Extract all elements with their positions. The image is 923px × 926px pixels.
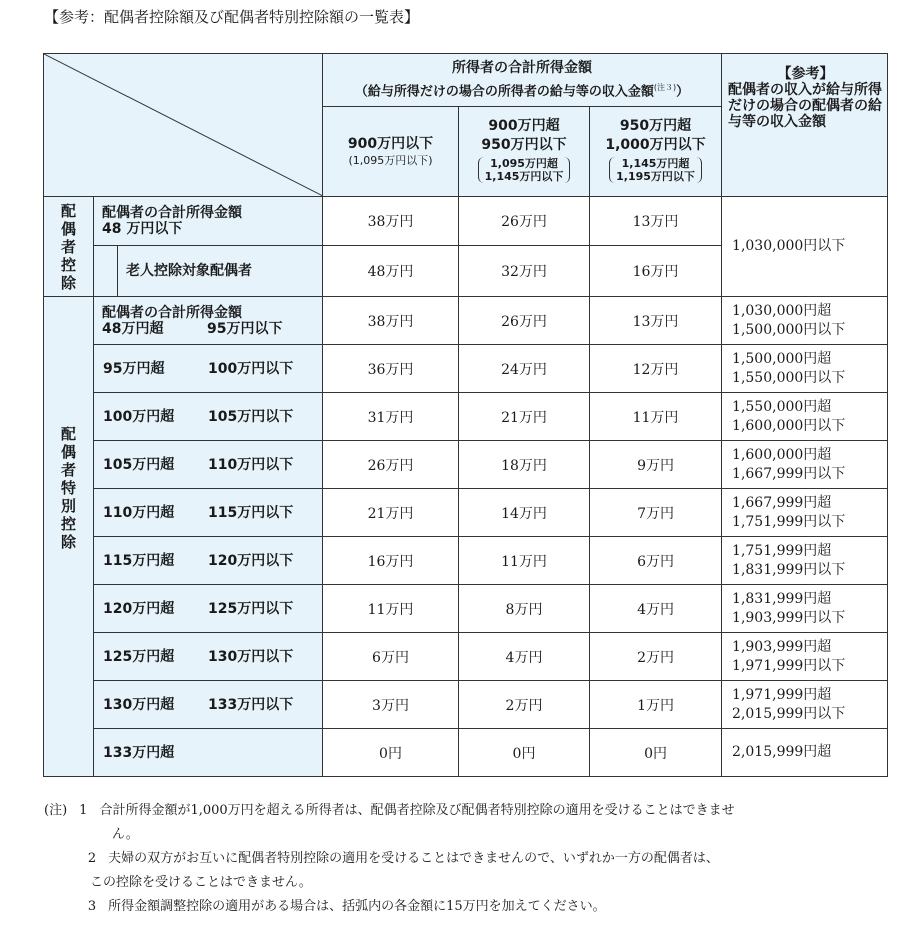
cell: 11万円 bbox=[590, 393, 722, 441]
header-col-3 bbox=[590, 107, 722, 197]
g1-char: 偶 bbox=[60, 219, 76, 238]
g1-char: 控 bbox=[60, 255, 76, 274]
cell: 16万円 bbox=[590, 246, 722, 297]
note-text: 夫婦の双方がお互いに配偶者特別控除の適用を受けることはできませんので、いずれか一方の配偶者は、 bbox=[108, 851, 719, 866]
col3-paren-2: 1,195万円以下 bbox=[616, 170, 695, 183]
cell: 26万円 bbox=[323, 441, 459, 489]
g2-char: 偶 bbox=[60, 443, 76, 461]
ref-line1: 1,500,000円超 bbox=[732, 350, 832, 367]
ref-line2: 1,903,999円以下 bbox=[732, 609, 846, 626]
note-text: 所得金額調整控除の適用がある場合は、括弧内の各金額に15万円を加えてください。 bbox=[108, 899, 606, 914]
cell: 9万円 bbox=[590, 441, 722, 489]
cell: 7万円 bbox=[590, 489, 722, 537]
reference-cell bbox=[722, 393, 888, 441]
reference-cell bbox=[722, 633, 888, 681]
group-label-special-deduction bbox=[44, 297, 94, 777]
g2-char: 除 bbox=[60, 533, 76, 551]
ref-line2: 1,667,999円以下 bbox=[732, 465, 846, 482]
table-row bbox=[44, 729, 888, 777]
row-label: 老人控除対象配偶者 bbox=[118, 246, 323, 297]
row-label bbox=[94, 585, 323, 633]
ref-line1: 1,600,000円超 bbox=[732, 446, 832, 463]
diagonal-line bbox=[44, 54, 323, 196]
row-label bbox=[94, 441, 323, 489]
row-label bbox=[94, 197, 323, 246]
note-num: 3 bbox=[87, 899, 97, 914]
col3-line2: 1,000万円以下 bbox=[605, 137, 706, 153]
range-high: 115万円以下 bbox=[208, 504, 294, 521]
row-label: 133万円超 bbox=[94, 729, 323, 777]
ref-line2: 1,550,000円以下 bbox=[732, 369, 846, 386]
cell: 38万円 bbox=[323, 297, 459, 345]
reference-cell bbox=[722, 441, 888, 489]
ref-line2: 1,751,999円以下 bbox=[732, 513, 846, 530]
header-diagonal-cell bbox=[44, 54, 323, 197]
range-low: 105万円超 bbox=[103, 456, 175, 473]
note-3 bbox=[44, 895, 894, 919]
range-low: 110万円超 bbox=[103, 504, 175, 521]
reference-cell: 1,030,000円以下 bbox=[722, 197, 888, 297]
cell: 0円 bbox=[459, 729, 590, 777]
cell: 3万円 bbox=[323, 681, 459, 729]
row-label-line1: 配偶者の合計所得金額 bbox=[102, 205, 242, 221]
row-label bbox=[94, 537, 323, 585]
reference-title: 【参考】 bbox=[777, 66, 834, 82]
cell: 0円 bbox=[590, 729, 722, 777]
table-row bbox=[44, 537, 888, 585]
cell: 4万円 bbox=[459, 633, 590, 681]
reference-cell bbox=[722, 537, 888, 585]
g2-char: 配 bbox=[60, 425, 76, 443]
header-close-paren: ） bbox=[676, 84, 690, 100]
row-label-line2: 48 万円以下 bbox=[102, 221, 183, 237]
table-row bbox=[44, 393, 888, 441]
notes bbox=[44, 799, 894, 919]
cell: 31万円 bbox=[323, 393, 459, 441]
col2-paren-2: 1,145万円以下 bbox=[484, 170, 564, 183]
g1-char: 除 bbox=[60, 273, 76, 292]
range-low: 100万円超 bbox=[103, 408, 175, 425]
header-income-group bbox=[323, 54, 722, 107]
col3-paren bbox=[609, 157, 702, 183]
cell: 26万円 bbox=[459, 197, 590, 246]
range-low: 120万円超 bbox=[103, 600, 175, 617]
header-main-line2: （給与所得だけの場合の所得者の給与等の収入金額 bbox=[354, 84, 654, 100]
row-label bbox=[94, 489, 323, 537]
col1-line1: 900万円以下 bbox=[347, 136, 434, 152]
cell: 8万円 bbox=[459, 585, 590, 633]
cell: 11万円 bbox=[459, 537, 590, 585]
cell: 21万円 bbox=[459, 393, 590, 441]
g2-char: 者 bbox=[60, 461, 76, 479]
ref-line1: 1,831,999円超 bbox=[732, 590, 832, 607]
table-row bbox=[44, 441, 888, 489]
row-label bbox=[94, 393, 323, 441]
table-row bbox=[44, 585, 888, 633]
header-main-line1: 所得者の合計所得金額 bbox=[452, 59, 593, 76]
note-1 bbox=[44, 799, 894, 823]
cell: 4万円 bbox=[590, 585, 722, 633]
cell: 26万円 bbox=[459, 297, 590, 345]
ref-line1: 1,751,999円超 bbox=[732, 542, 832, 559]
cell: 48万円 bbox=[323, 246, 459, 297]
ref-line2: 1,600,000円以下 bbox=[732, 417, 846, 434]
ref-line1: 1,550,000円超 bbox=[732, 398, 832, 415]
g2-char: 特 bbox=[60, 479, 76, 497]
table-row bbox=[44, 345, 888, 393]
range-high: 133万円以下 bbox=[208, 696, 294, 713]
note-text: 合計所得金額が1,000万円を超える所得者は、配偶者控除及び配偶者特別控除の適用を受けることはできませ bbox=[99, 803, 735, 818]
range-high: 130万円以下 bbox=[208, 648, 294, 665]
cell: 0円 bbox=[323, 729, 459, 777]
range-high: 125万円以下 bbox=[208, 600, 294, 617]
cell: 6万円 bbox=[590, 537, 722, 585]
note-2-cont: この控除を受けることはできません。 bbox=[90, 875, 312, 890]
ref-line1: 1,667,999円超 bbox=[732, 494, 832, 511]
header-reference bbox=[722, 54, 888, 197]
cell: 32万円 bbox=[459, 246, 590, 297]
g1-char: 配 bbox=[60, 201, 76, 220]
cell: 38万円 bbox=[323, 197, 459, 246]
cell: 13万円 bbox=[590, 297, 722, 345]
col2-line2: 950万円以下 bbox=[481, 137, 567, 153]
table-row bbox=[44, 633, 888, 681]
cell: 2万円 bbox=[590, 633, 722, 681]
range-high: 95万円以下 bbox=[207, 320, 283, 337]
row-label bbox=[94, 681, 323, 729]
ref-line2: 2,015,999円以下 bbox=[732, 705, 846, 722]
cell: 18万円 bbox=[459, 441, 590, 489]
indent-cell bbox=[94, 246, 118, 297]
col1-line2: (1,095万円以下) bbox=[348, 154, 433, 167]
ref-line2: 1,500,000円以下 bbox=[732, 321, 846, 338]
row-label-line1: 配偶者の合計所得金額 bbox=[102, 304, 242, 321]
header-note-ref: (注３) bbox=[653, 82, 677, 92]
range-high: 105万円以下 bbox=[208, 408, 294, 425]
notes-prefix: (注) bbox=[44, 803, 68, 818]
header-col-1 bbox=[323, 107, 459, 197]
table-row bbox=[44, 489, 888, 537]
ref-line2: 1,971,999円以下 bbox=[732, 657, 846, 674]
reference-body: 配偶者の収入が給与所得だけの場合の配偶者の給与等の収入金額 bbox=[728, 82, 883, 130]
reference-cell bbox=[722, 297, 888, 345]
range-high: 110万円以下 bbox=[208, 456, 294, 473]
note-2 bbox=[44, 847, 894, 871]
row-label bbox=[94, 633, 323, 681]
note-1-cont: ん。 bbox=[112, 827, 139, 842]
cell: 11万円 bbox=[323, 585, 459, 633]
col3-paren-1: 1,145万円超 bbox=[621, 157, 690, 170]
g2-char: 別 bbox=[60, 497, 76, 515]
range-high: 120万円以下 bbox=[208, 552, 294, 569]
cell: 24万円 bbox=[459, 345, 590, 393]
note-num: 1 bbox=[79, 803, 88, 818]
range-low: 95万円超 bbox=[103, 360, 165, 377]
ref-line2: 1,831,999円以下 bbox=[732, 561, 846, 578]
header-col-2 bbox=[459, 107, 590, 197]
ref-line1: 1,971,999円超 bbox=[732, 686, 832, 703]
range-low: 125万円超 bbox=[103, 648, 175, 665]
range-low: 48万円超 bbox=[102, 320, 164, 337]
ref-line1: 1,030,000円超 bbox=[732, 302, 832, 319]
deduction-table bbox=[43, 53, 888, 777]
range-low: 115万円超 bbox=[103, 552, 175, 569]
cell: 13万円 bbox=[590, 197, 722, 246]
col2-paren bbox=[478, 157, 571, 183]
reference-cell bbox=[722, 681, 888, 729]
col2-paren-1: 1,095万円超 bbox=[490, 157, 558, 170]
reference-cell bbox=[722, 585, 888, 633]
group-label-spouse-deduction bbox=[44, 197, 94, 297]
cell: 2万円 bbox=[459, 681, 590, 729]
g2-char: 控 bbox=[60, 515, 76, 533]
note-num: 2 bbox=[87, 851, 97, 866]
col3-line1: 950万円超 bbox=[619, 118, 692, 134]
cell: 14万円 bbox=[459, 489, 590, 537]
cell: 1万円 bbox=[590, 681, 722, 729]
cell: 21万円 bbox=[323, 489, 459, 537]
reference-cell: 2,015,999円超 bbox=[722, 729, 888, 777]
reference-cell bbox=[722, 489, 888, 537]
range-low: 130万円超 bbox=[103, 696, 175, 713]
range-high: 100万円以下 bbox=[208, 360, 294, 377]
cell: 36万円 bbox=[323, 345, 459, 393]
row-label bbox=[94, 297, 323, 345]
row-label bbox=[94, 345, 323, 393]
cell: 12万円 bbox=[590, 345, 722, 393]
cell: 6万円 bbox=[323, 633, 459, 681]
page-title: 【参考：配偶者控除額及び配偶者特別控除額の一覧表】 bbox=[44, 8, 420, 26]
g1-char: 者 bbox=[60, 237, 76, 256]
table-row bbox=[44, 681, 888, 729]
cell: 16万円 bbox=[323, 537, 459, 585]
reference-cell bbox=[722, 345, 888, 393]
col2-line1: 900万円超 bbox=[488, 118, 560, 134]
ref-line1: 1,903,999円超 bbox=[732, 638, 832, 655]
